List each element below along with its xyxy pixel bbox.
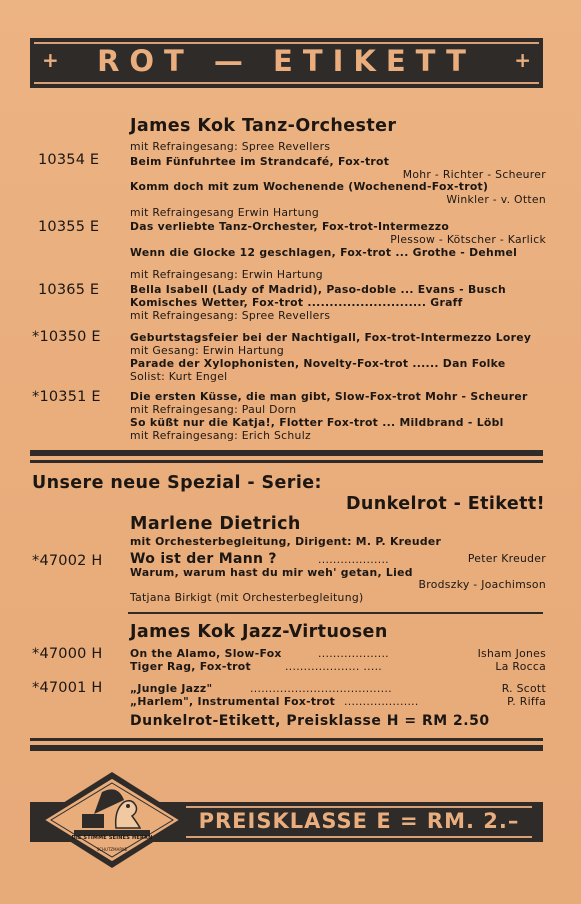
- price-text: PREISKLASSE E = RM. 2.–: [198, 809, 520, 833]
- entry-title: Geburtstagsfeier bei der Nachtigall, Fox-trot-Intermezzo Lorey: [130, 331, 532, 344]
- banner-title: ROT — ETIKETT: [97, 44, 476, 78]
- section2-sub: mit Orchesterbegleitung, Dirigent: M. P. Kreuder: [130, 535, 442, 548]
- his-masters-voice-logo: [32, 770, 192, 870]
- entry-line: Tatjana Birkigt (mit Orchesterbegleitung): [130, 591, 364, 604]
- entry-title: Die ersten Küsse, die man gibt, Slow-Fox-trot Mohr - Scheurer: [130, 390, 528, 403]
- entry-line: mit Refraingesang Erwin Hartung: [130, 206, 320, 219]
- banner-plus-left: +: [42, 48, 59, 72]
- gramophone-icon: [82, 814, 104, 828]
- divider-line: [128, 612, 543, 614]
- divider-thick: [30, 450, 543, 456]
- entry-title: On the Alamo, Slow-Fox: [130, 647, 282, 660]
- divider-thin: [30, 460, 543, 463]
- footer: [30, 770, 543, 870]
- entry-title: Komm doch mit zum Wochenende (Wochenend-Fox-trot): [130, 180, 489, 193]
- leader-dots: .................... .....: [285, 660, 383, 673]
- entry-line: mit Refraingesang: Erich Schulz: [130, 429, 311, 442]
- catalog-number: 10365 E: [38, 282, 100, 298]
- entry-line: Solist: Kurt Engel: [130, 370, 228, 383]
- entry-line: mit Refraingesang: Erwin Hartung: [130, 268, 323, 281]
- entry-author: P. Riffa: [507, 695, 546, 708]
- entry-author: Isham Jones: [477, 647, 546, 660]
- section2-heading: Marlene Dietrich: [130, 514, 301, 534]
- entry-line: mit Refraingesang: Spree Revellers: [130, 309, 331, 322]
- entry-author: Brodszky - Joachimson: [418, 578, 546, 591]
- rot-etikett-banner: [30, 38, 543, 88]
- leader-dots: ......................................: [250, 682, 392, 695]
- entry-line: mit Refraingesang: Paul Dorn: [130, 403, 297, 416]
- entry-title: Das verliebte Tanz-Orchester, Fox-trot-Intermezzo: [130, 220, 450, 233]
- catalog-number: 10354 E: [38, 152, 100, 168]
- section3-heading: James Kok Jazz-Virtuosen: [130, 622, 388, 642]
- entry-title: Wenn die Glocke 12 geschlagen, Fox-trot ... Grothe - Dehmel: [130, 246, 518, 259]
- entry-author: Peter Kreuder: [467, 552, 546, 565]
- entry-line: mit Refraingesang: Spree Revellers: [130, 140, 331, 153]
- leader-dots: ...................: [318, 647, 389, 660]
- entry-title: Wo ist der Mann ?: [130, 551, 277, 567]
- catalog-number: 10355 E: [38, 219, 100, 235]
- banner-plus-right: +: [514, 48, 531, 72]
- catalog-number: *10351 E: [32, 389, 101, 405]
- entry-title: Parade der Xylophonisten, Novelty-Fox-trot ...... Dan Folke: [130, 357, 506, 370]
- catalog-number: *47002 H: [32, 553, 103, 569]
- catalog-number: *10350 E: [32, 329, 101, 345]
- entry-line: mit Gesang: Erwin Hartung: [130, 344, 285, 357]
- entry-title: Beim Fünfuhrtee im Strandcafé, Fox-trot: [130, 155, 390, 168]
- logo-subtext: SCHUTZMARKE: [96, 847, 128, 852]
- entry-title: Tiger Rag, Fox-trot: [130, 660, 251, 673]
- divider-thick: [30, 745, 543, 751]
- spezial-line1: Unsere neue Spezial - Serie:: [32, 473, 322, 493]
- divider-thin: [30, 738, 543, 741]
- entry-author: Mohr - Richter - Scheurer: [402, 168, 546, 181]
- section1-heading: James Kok Tanz-Orchester: [130, 116, 397, 136]
- entry-title: „Harlem", Instrumental Fox-trot: [130, 695, 336, 708]
- entry-author: Plessow - Kötscher - Karlick: [390, 233, 546, 246]
- price-bar: [180, 802, 538, 842]
- catalog-number: *47000 H: [32, 646, 103, 662]
- entry-author: R. Scott: [501, 682, 546, 695]
- leader-dots: ....................: [344, 695, 419, 708]
- entry-author: Winkler - v. Otten: [446, 193, 546, 206]
- entry-title: Komisches Wetter, Fox-trot ........................... Graff: [130, 296, 463, 309]
- entry-title: „Jungle Jazz": [130, 682, 213, 695]
- dunkelrot-price-line: Dunkelrot-Etikett, Preisklasse H = RM 2.50: [130, 713, 490, 729]
- entry-title: So küßt nur die Katja!, Flotter Fox-trot ... Mildbrand - Löbl: [130, 416, 504, 429]
- entry-title: Warum, warum hast du mir weh' getan, Lied: [130, 566, 413, 579]
- entry-title: Bella Isabell (Lady of Madrid), Paso-doble ... Evans - Busch: [130, 283, 506, 296]
- leader-dots: ...................: [318, 553, 389, 566]
- catalog-number: *47001 H: [32, 680, 103, 696]
- logo-text: DIE STIMME SEINES HERRN: [71, 835, 153, 841]
- entry-author: La Rocca: [495, 660, 546, 673]
- spezial-line2: Dunkelrot - Etikett!: [345, 494, 545, 514]
